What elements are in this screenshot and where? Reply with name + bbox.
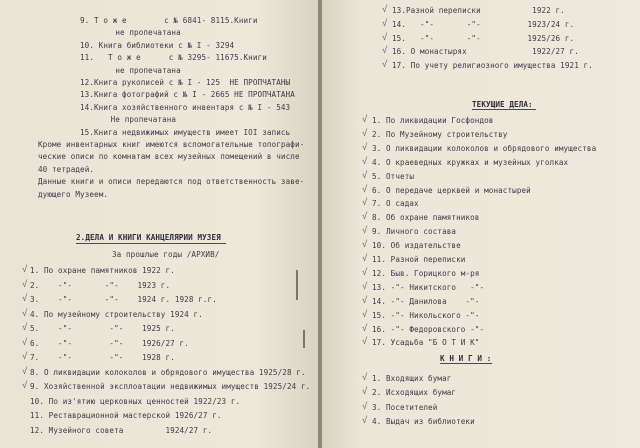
current-affairs-line: 7. О садах <box>372 199 419 209</box>
check-mark-icon: √ <box>22 265 28 275</box>
binding-pin <box>303 330 305 348</box>
check-mark-icon: √ <box>22 337 28 348</box>
current-affairs-line: 12. Быв. Горицкого м-ря <box>372 268 480 278</box>
check-mark-icon: √ <box>22 366 28 377</box>
archive-line: 17. По учету религиозного имущества 1921 г. <box>392 61 593 71</box>
check-mark-icon: √ <box>362 387 368 398</box>
current-affairs-line: 14. -"- Даниловa -"- <box>372 296 480 306</box>
check-mark-icon: √ <box>22 323 28 333</box>
check-mark-icon: √ <box>382 46 388 57</box>
check-mark-icon: √ <box>382 32 388 43</box>
check-mark-icon: √ <box>362 309 368 320</box>
check-mark-icon: √ <box>22 381 28 391</box>
current-affairs-line: 2. По Музейному строительству <box>372 129 508 139</box>
inventory-line: 12.Книга рукописей с № I - 125 НЕ ПРОПЧАТАНЫ <box>80 78 291 87</box>
check-mark-icon: √ <box>362 240 368 251</box>
check-mark-icon: √ <box>22 352 28 362</box>
current-affairs-line: 8. Об охране памятников <box>372 213 480 223</box>
current-affairs-title: ТЕКУЩИЕ ДЕЛА: <box>472 100 533 109</box>
check-mark-icon: √ <box>362 142 368 153</box>
current-affairs-line: 16. -"- Федоровского -"- <box>372 324 485 334</box>
current-affairs-line: 11. Разной переписки <box>372 255 466 264</box>
inventory-line: дующего Музеем. <box>38 189 109 199</box>
section-title: 2.ДЕЛА И КНИГИ КАНЦЕЛЯРИИ МУЗЕЯ <box>76 233 221 242</box>
check-mark-icon: √ <box>362 416 368 427</box>
check-mark-icon: √ <box>362 373 368 383</box>
archive-line: 16. О монастырях 1922/27 г. <box>392 47 579 57</box>
current-affairs-line: 4. О краеведных кружках и музейных уголках <box>372 157 569 167</box>
archive-line: 6. -"- -"- 1926/27 г. <box>30 338 189 348</box>
archive-line: 5. -"- -"- 1925 г. <box>30 324 175 333</box>
left-page <box>0 0 318 448</box>
check-mark-icon: √ <box>362 184 368 195</box>
archive-line: 10. По из'ятию церковных ценностей 1922/23 г. <box>30 396 241 406</box>
check-mark-icon: √ <box>362 323 368 334</box>
archive-line: 2. -"- -"- 1923 г. <box>30 280 171 290</box>
check-mark-icon: √ <box>362 212 368 223</box>
inventory-line: 14.Книга хозяйственного инвентаря с № I - 543 <box>80 102 291 112</box>
inventory-line: 15.Книга недвижимых имуществ имеет IOI запись <box>80 127 291 137</box>
current-affairs-line: 15. -"- Никольского -"- <box>372 310 480 320</box>
check-mark-icon: √ <box>362 226 368 237</box>
inventory-line: ческие описи по комнатам всех музейных помещений в числе <box>38 152 300 162</box>
archive-line: 3. -"- -"- 1924 г. 1928 г.г. <box>30 295 217 304</box>
check-mark-icon: √ <box>362 281 368 292</box>
archive-line: 14. -"- -"- 1923/24 г. <box>392 19 575 29</box>
check-mark-icon: √ <box>362 267 368 278</box>
current-affairs-line: 17. Усадьба "Б О Т И К" <box>372 338 480 348</box>
inventory-line: Кроме инвентарных книг имеются вспомогательные топографи- <box>38 140 305 149</box>
current-affairs-line: 1. По ликвидации Госфондов <box>372 116 494 125</box>
check-mark-icon: √ <box>22 308 28 319</box>
inventory-line: не пропечатана <box>92 65 181 75</box>
check-mark-icon: √ <box>362 337 368 348</box>
check-mark-icon: √ <box>362 295 368 306</box>
current-affairs-line: 5. Отчеты <box>372 171 415 181</box>
current-affairs-line: 13. -"- Никитского -"- <box>372 282 485 292</box>
archive-line: 4. По музейному строительству 1924 г. <box>30 309 203 319</box>
check-mark-icon: √ <box>362 401 368 412</box>
books-line: 2. Исходящих бумаг <box>372 388 457 398</box>
check-mark-icon: √ <box>362 254 368 264</box>
books-line: 1. Входящих бумаг <box>372 374 452 383</box>
inventory-line: 13.Книга фотографий с № I - 2665 НЕ ПРОПЧАТАНА <box>80 90 295 100</box>
check-mark-icon: √ <box>22 294 28 304</box>
current-affairs-underline <box>472 109 536 110</box>
inventory-line: 9. Т о ж е с № 6841- 8115.Книги <box>80 16 258 25</box>
inventory-line: 11. Т о ж е с № 3295- 11675.Книги <box>80 53 267 63</box>
inventory-line: 10. Книга библиотеки с № I - 3294 <box>80 40 235 50</box>
check-mark-icon: √ <box>362 128 368 139</box>
check-mark-icon: √ <box>382 18 388 29</box>
check-mark-icon: √ <box>382 60 388 71</box>
check-mark-icon: √ <box>362 170 368 181</box>
inventory-line: Данные книги и описи передаются под ответственность заве- <box>38 177 305 187</box>
inventory-line: Не пропечатана <box>92 115 177 125</box>
section-title-underline <box>76 243 226 244</box>
archive-line: 12. Музейного совета 1924/27 г. <box>30 425 213 435</box>
subsection-title: За прошлые годы /АРХИВ/ <box>112 250 220 259</box>
inventory-line: не пропечатана <box>92 28 181 38</box>
archive-line: 15. -"- -"- 1925/26 г. <box>392 33 575 43</box>
archive-line: 7. -"- -"- 1928 г. <box>30 353 175 362</box>
archive-line: 8. О ликвидации колоколов и обрядового имущества 1925/28 г. <box>30 367 306 377</box>
right-page <box>322 0 640 448</box>
archive-line: 9. Хозяйственной эксплоатации недвижимых имуществ 1925/24 г. <box>30 382 311 391</box>
binding-pin <box>296 286 298 300</box>
check-mark-icon: √ <box>22 279 28 290</box>
books-line: 3. Посетителей <box>372 402 438 412</box>
check-mark-icon: √ <box>382 5 388 15</box>
check-mark-icon: √ <box>362 156 368 167</box>
archive-line: 11. Реставрационной мастерской 1926/27 г. <box>30 411 222 420</box>
books-line: 4. Выдач из библиотеки <box>372 417 475 427</box>
books-underline <box>440 363 492 364</box>
current-affairs-line: 10. Об издательстве <box>372 241 461 251</box>
inventory-line: 40 тетрадей. <box>38 164 95 174</box>
current-affairs-line: 9. Личного состава <box>372 227 457 237</box>
books-title: К Н И Г И : <box>440 354 492 363</box>
current-affairs-line: 3. О ликвидации колоколов и обрядового имущества <box>372 143 597 153</box>
check-mark-icon: √ <box>362 115 368 125</box>
archive-line: 1. По охране памятников 1922 г. <box>30 266 175 275</box>
check-mark-icon: √ <box>362 198 368 209</box>
archive-line: 13.Разной переписки 1922 г. <box>392 6 565 15</box>
current-affairs-line: 6. О передаче церквей и монастырей <box>372 185 531 195</box>
